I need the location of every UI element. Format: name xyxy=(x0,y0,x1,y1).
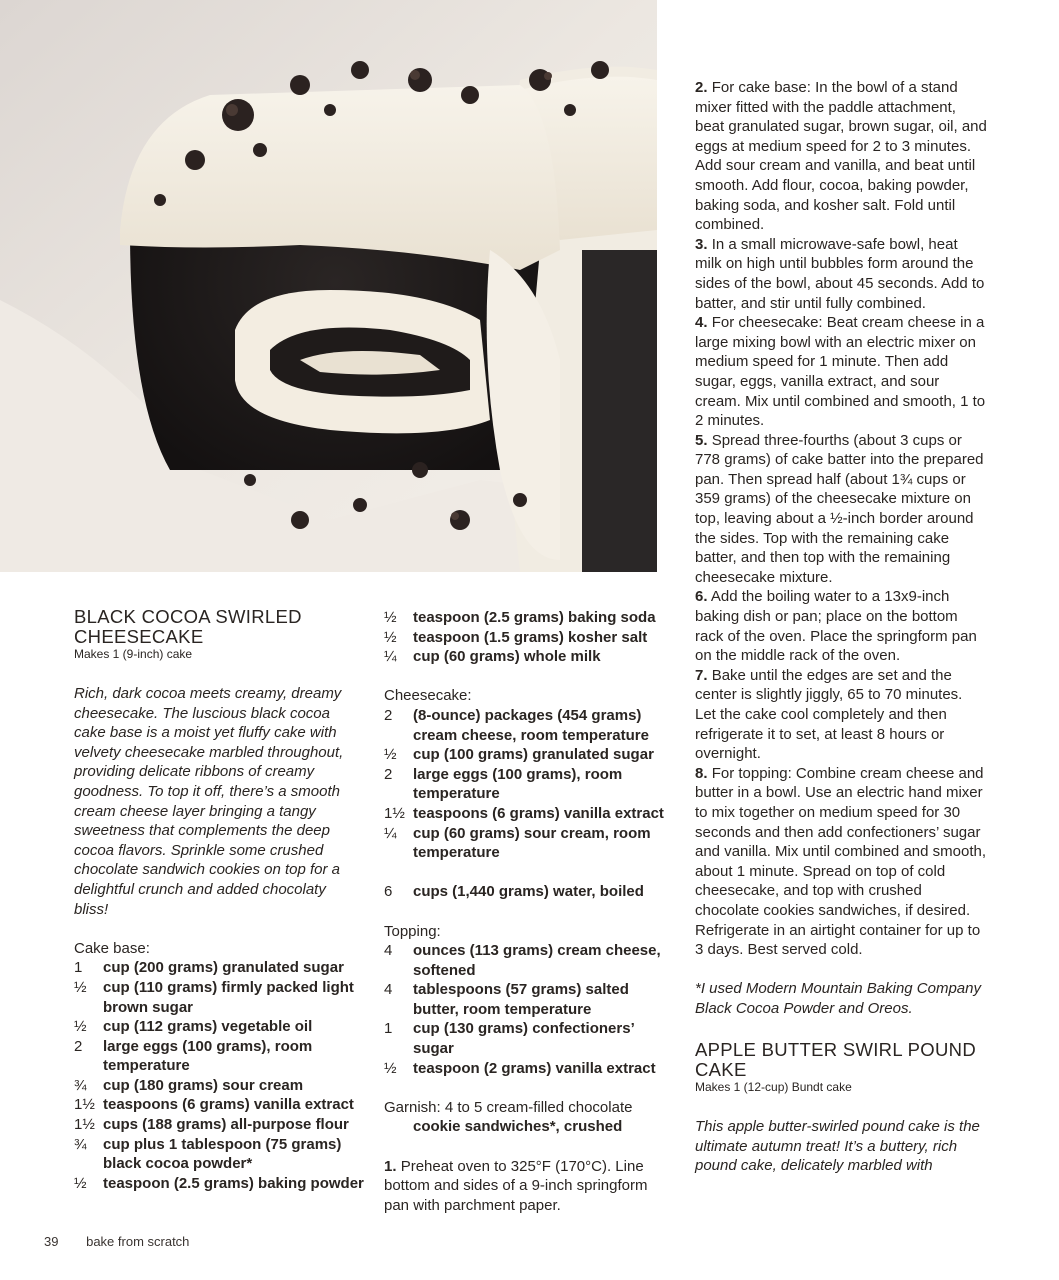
ingredient-qty: ½ xyxy=(384,746,397,764)
recipe-intro: Rich, dark cocoa meets creamy, dreamy cheesecake. The luscious black cocoa cake base is a moist yet fluffy cake with velvety cheesecake marbled throughout, providing delicate ribbons of creamy goodness. To top it off, there’s a smooth cream cheese layer bringing a tangy sweetness that complements the deep cocoa flavors. Sprinkle some crushed chocolate sandwich cookies on top for a delightful crunch and added chocolaty bliss! xyxy=(74,685,344,918)
page-footer xyxy=(44,1233,189,1251)
ingredient-text: teaspoons (6 grams) vanilla extract xyxy=(103,1096,354,1114)
ingredient-text: cup (60 grams) sour cream, room temperature xyxy=(413,824,651,862)
ingredient-text: cup (130 grams) confectioners’ sugar xyxy=(413,1020,634,1058)
step-7: 7. Bake until the edges are set and the center is slightly jiggly, 65 to 70 minutes. Let the cake cool completely and then refrigerate it to set, at least 8 hours or overnight. xyxy=(695,666,963,763)
ingredient-qty: 1½ xyxy=(74,1116,95,1134)
step-6: 6. Add the boiling water to a 13x9-inch baking dish or pan; place on the bottom rack of the oven. Place the springform pan on the middle rack of the oven. xyxy=(695,588,977,665)
column-1 xyxy=(74,605,364,1193)
steps-list xyxy=(695,78,987,960)
recipe-yield: Makes 1 (9-inch) cake xyxy=(74,647,193,661)
hero-photo xyxy=(0,0,657,572)
ingredient-qty: ½ xyxy=(384,609,397,626)
step-3: 3. In a small microwave-safe bowl, heat milk on high until bubbles form around the sides of the bowl, about 45 seconds. Add to batter, and stir until fully combined. xyxy=(695,235,985,312)
cheesecake-list xyxy=(384,706,664,863)
ingredient-row xyxy=(384,824,664,863)
ingredient-qty: 1 xyxy=(74,959,83,977)
garnish-continued xyxy=(384,1117,664,1137)
ingredient-row xyxy=(384,941,664,980)
ingredient-row xyxy=(384,765,664,804)
ingredient-qty: 4 xyxy=(384,942,393,960)
footnote: *I used Modern Mountain Baking Company Black Cocoa Powder and Oreos. xyxy=(695,980,981,1017)
ingredient-qty: ¼ xyxy=(384,648,397,666)
ingredient-text: large eggs (100 grams), room temperature xyxy=(413,765,623,803)
ingredient-row xyxy=(384,1019,664,1058)
ingredient-qty: 2 xyxy=(384,765,393,783)
cake-base-list xyxy=(74,958,364,1193)
recipe2-title: APPLE BUTTER SWIRL POUND CAKE xyxy=(695,1039,976,1080)
ingredient-qty: 2 xyxy=(384,706,393,724)
ingredient-row xyxy=(384,647,664,667)
ingredient-row xyxy=(384,804,664,824)
ingredient-qty: ½ xyxy=(74,978,87,996)
topping-list xyxy=(384,941,664,1078)
ingredient-row xyxy=(384,745,664,765)
recipe-title: BLACK COCOA SWIRLED CHEESECAKE xyxy=(74,606,302,647)
ingredient-row xyxy=(384,1059,664,1079)
ingredient-qty: 4 xyxy=(384,981,393,999)
step-2: 2. For cake base: In the bowl of a stand mixer fitted with the paddle attachment, beat granulated sugar, brown sugar, oil, and eggs at medium speed for 2 to 3 minutes. Add sour cream and vanilla, and beat until smooth. Add flour, cocoa, baking powder, baking soda, and kosher salt. Fold until combined. xyxy=(695,79,987,234)
ingredient-text: cup (60 grams) whole milk xyxy=(413,648,601,666)
ingredient-qty: 1 xyxy=(384,1020,393,1038)
column-3 xyxy=(695,78,987,1176)
ingredient-row xyxy=(384,628,664,648)
ingredient-text: cup (180 grams) sour cream xyxy=(103,1076,304,1094)
ingredient-text: teaspoon (2.5 grams) baking soda xyxy=(413,609,656,626)
ingredient-row xyxy=(74,1135,364,1174)
recipe2-intro: This apple butter-swirled pound cake is the ultimate autumn treat! It’s a buttery, rich pound cake, delicately marbled with xyxy=(695,1118,980,1175)
ingredient-text: teaspoon (2 grams) vanilla extract xyxy=(413,1059,656,1077)
garnish-line: Garnish: 4 to 5 cream-filled chocolate xyxy=(384,1098,633,1116)
cake-base-heading: Cake base: xyxy=(74,939,150,957)
ingredient-qty: 1½ xyxy=(74,1096,95,1114)
ingredient-qty: ¾ xyxy=(74,1076,87,1094)
cheesecake-photo xyxy=(0,0,657,572)
step-1: 1. Preheat oven to 325°F (170°C). Line bottom and sides of a 9-inch springform pan with parchment paper. xyxy=(384,1157,648,1214)
ingredient-qty: ½ xyxy=(74,1018,87,1036)
step-4: 4. For cheesecake: Beat cream cheese in a large mixing bowl with an electric mixer on medium speed for 1 minute. Then add sugar, eggs, vanilla extract, and sour cream. Mix until combined and smooth, 1 to 2 minutes. xyxy=(695,314,986,430)
ingredient-text: cup (200 grams) granulated sugar xyxy=(103,959,344,977)
ingredient-text: cups (188 grams) all-purpose flour xyxy=(103,1116,349,1134)
ingredient-text: cup (110 grams) firmly packed light brown sugar xyxy=(103,978,354,1016)
ingredient-row xyxy=(384,706,664,745)
topping-heading: Topping: xyxy=(384,922,441,940)
magazine-name: bake from scratch xyxy=(86,1234,190,1249)
ingredient-text: teaspoons (6 grams) vanilla extract xyxy=(413,804,664,822)
ingredient-text: large eggs (100 grams), room temperature xyxy=(103,1037,313,1075)
ingredient-text: tablespoons (57 grams) salted butter, room temperature xyxy=(413,981,629,1018)
garnish-text: cookie sandwiches*, crushed xyxy=(413,1118,623,1136)
ingredient-qty: ½ xyxy=(384,628,397,646)
cake-base-list-continued xyxy=(384,608,664,667)
ingredient-text: teaspoon (1.5 grams) kosher salt xyxy=(413,628,648,646)
step-5: 5. Spread three-fourths (about 3 cups or 778 grams) of cake batter into the prepared pan. Then spread half (about 1¾ cups or 359 grams) of the cheesecake mixture on top, leaving about a ½-inch border around the sides. Top with the remaining cake batter, and then top with the remaining cheesecake mixture. xyxy=(695,431,984,586)
ingredient-row xyxy=(74,1095,364,1115)
ingredient-row xyxy=(74,1037,364,1076)
ingredient-row xyxy=(74,958,364,978)
ingredient-qty: ½ xyxy=(74,1174,87,1192)
ingredient-text: cup (100 grams) granulated sugar xyxy=(413,746,654,764)
ingredient-qty: 1½ xyxy=(384,804,405,822)
ingredient-text: cups (1,440 grams) water, boiled xyxy=(413,883,644,901)
ingredient-qty: ¾ xyxy=(74,1135,87,1153)
ingredient-qty: ¼ xyxy=(384,824,397,842)
cheesecake-heading: Cheesecake: xyxy=(384,687,472,705)
ingredient-text: ounces (113 grams) cream cheese, softened xyxy=(413,942,661,979)
ingredient-qty: 2 xyxy=(74,1037,83,1055)
ingredient-qty: 6 xyxy=(384,883,393,901)
page-number: 39 xyxy=(44,1234,59,1249)
ingredient-text: cup plus 1 tablespoon (75 grams) black cocoa powder* xyxy=(103,1135,342,1173)
ingredient-row xyxy=(384,882,664,902)
ingredient-qty: ½ xyxy=(384,1059,397,1077)
ingredient-row xyxy=(74,1115,364,1135)
ingredient-row xyxy=(384,980,664,1019)
step-8: 8. For topping: Combine cream cheese and butter in a bowl. Use an electric hand mixer to mix together on medium speed for 30 seconds and then add confectioners’ sugar and vanilla. Mix until combined and smooth, about 1 minute. Spread on top of cold cheesecake, and top with crushed chocolate cookies sandwiches, if desired. Refrigerate in an airtight container for up to 3 days. Best served cold. xyxy=(695,764,986,959)
ingredient-text: teaspoon (2.5 grams) baking powder xyxy=(103,1174,364,1192)
ingredient-row xyxy=(74,1076,364,1096)
ingredient-text: (8-ounce) packages (454 grams) cream cheese, room temperature xyxy=(413,706,649,744)
ingredient-row xyxy=(74,1174,364,1194)
ingredient-row xyxy=(74,1017,364,1037)
column-2 xyxy=(384,608,664,1215)
ingredient-text: cup (112 grams) vegetable oil xyxy=(103,1018,313,1036)
ingredient-row xyxy=(74,978,364,1017)
recipe2-yield: Makes 1 (12-cup) Bundt cake xyxy=(695,1080,852,1095)
ingredient-row xyxy=(384,608,664,628)
